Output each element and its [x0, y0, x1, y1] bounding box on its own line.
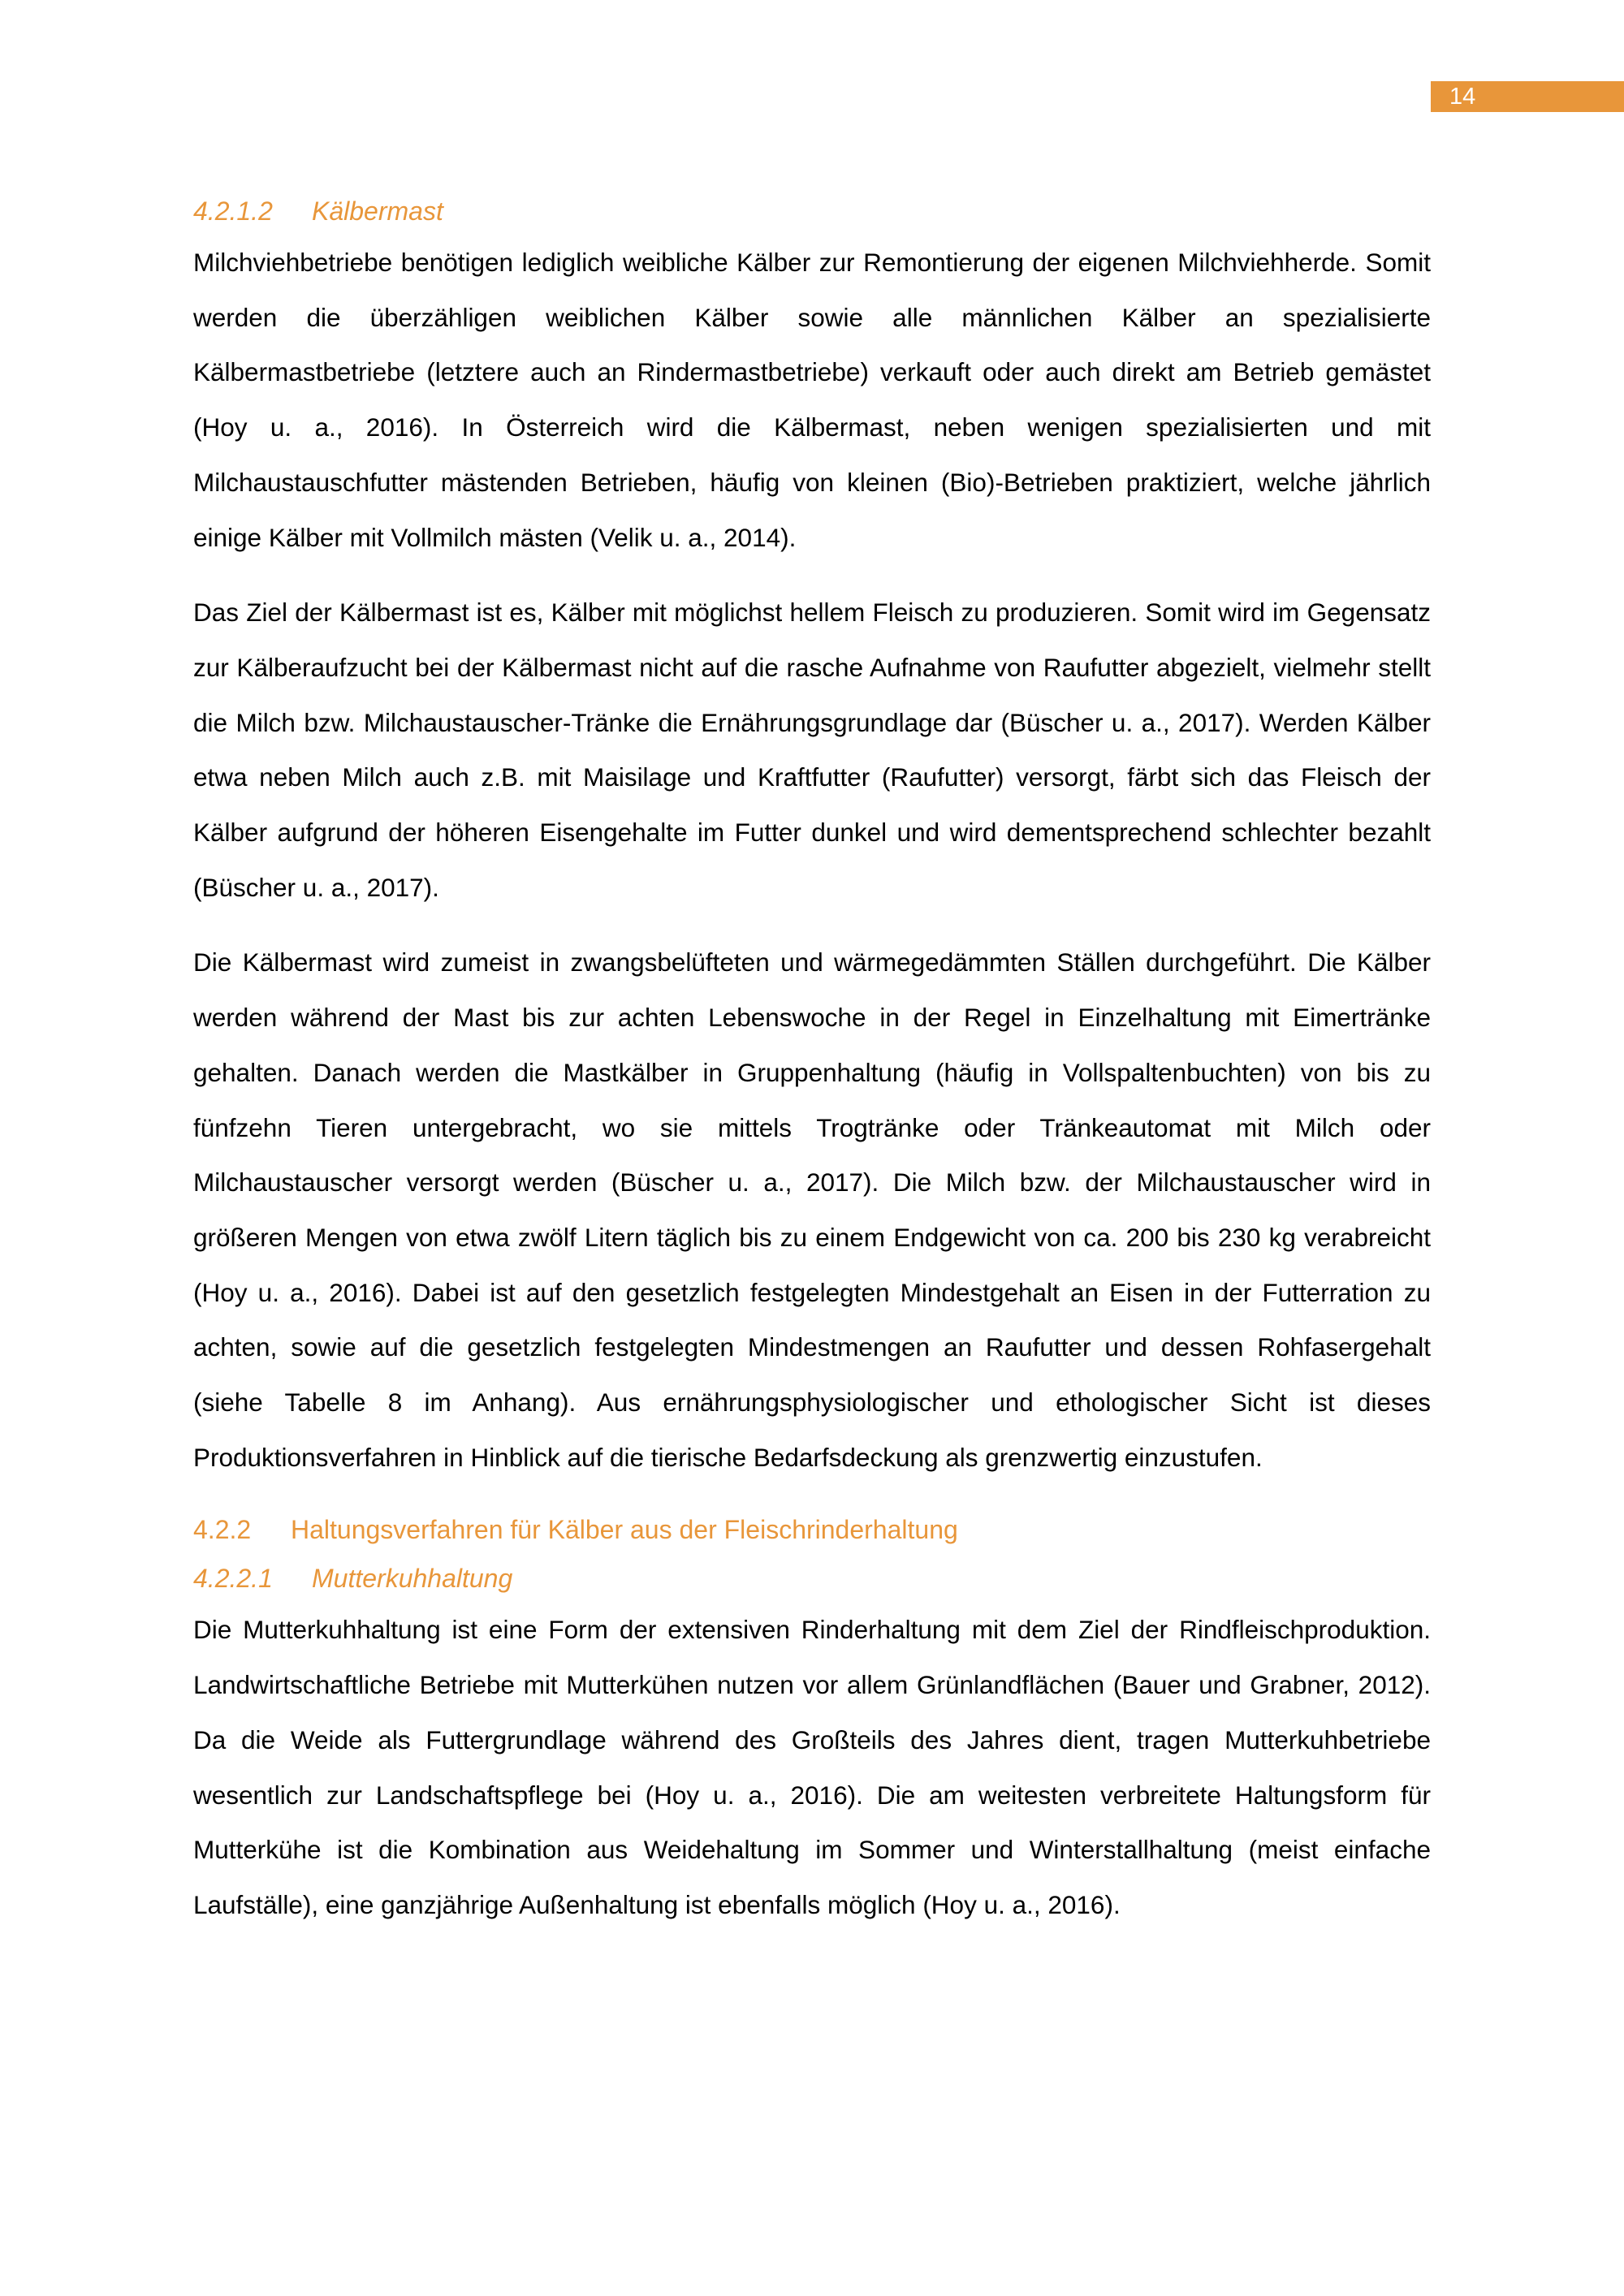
- heading-kaelbermast: [193, 187, 1431, 235]
- document-body: [193, 187, 1431, 1953]
- page-number: 14: [1449, 84, 1476, 110]
- paragraph: Die Kälbermast wird zumeist in zwangsbelüfteten und wärmegedämmten Ställen durchgeführt. Die Kälber werden während der Mast bis zur achten Lebenswoche in der Regel in Einzelhaltung mit Eimertränke gehalten. Danach werden die Mastkälber in Gruppenhaltung (häufig in Vollspaltenbuchten) von bis zu fünfzehn Tieren untergebracht, wo sie mittels Trogtränke oder Tränkeautomat mit Milch oder Milchaustauscher versorgt werden (Büscher u. a., 2017). Die Milch bzw. der Milchaustauscher wird in größeren Mengen von etwa zwölf Litern täglich bis zu einem Endgewicht von ca. 200 bis 230 kg verabreicht (Hoy u. a., 2016). Dabei ist auf den gesetzlich festgelegten Mindestgehalt an Eisen in der Futterration zu achten, sowie auf die gesetzlich festgelegten Mindestmengen an Raufutter und dessen Rohfasergehalt (siehe Tabelle 8 im Anhang). Aus ernährungsphysiologischer und ethologischer Sicht ist dieses Produktionsverfahren in Hinblick auf die tierische Bedarfsdeckung als grenzwertig einzustufen.: [193, 947, 1431, 1472]
- paragraph: Das Ziel der Kälbermast ist es, Kälber mit möglichst hellem Fleisch zu produzieren. Somit wird im Gegensatz zur Kälberaufzucht bei der Kälbermast nicht auf die rasche Aufnahme von Raufutter abgezielt, vielmehr stellt die Milch bzw. Milchaustauscher-Tränke die Ernährungsgrundlage dar (Büscher u. a., 2017). Werden Kälber etwa neben Milch auch z.B. mit Maisilage und Kraftfutter (Raufutter) versorgt, färbt sich das Fleisch der Kälber aufgrund der höheren Eisengehalte im Futter dunkel und wird dementsprechend schlechter bezahlt (Büscher u. a., 2017).: [193, 598, 1431, 902]
- heading-mutterkuhhaltung: [193, 1554, 1431, 1603]
- heading-number: 4.2.1.2: [193, 196, 273, 226]
- heading-number: 4.2.2.1: [193, 1564, 273, 1594]
- heading-title: Kälbermast: [312, 196, 443, 226]
- heading-title: Mutterkuhhaltung: [312, 1564, 513, 1594]
- paragraph: Milchviehbetriebe benötigen lediglich weibliche Kälber zur Remontierung der eigenen Milchviehherde. Somit werden die überzähligen weiblichen Kälber sowie alle männlichen Kälber an spezialisierte Kälbermastbetriebe (letztere auch an Rindermastbetriebe) verkauft oder auch direkt am Betrieb gemästet (Hoy u. a., 2016). In Österreich wird die Kälbermast, neben wenigen spezialisierten und mit Milchaustauschfutter mästenden Betrieben, häufig von kleinen (Bio)-Betrieben praktiziert, welche jährlich einige Kälber mit Vollmilch mästen (Velik u. a., 2014).: [193, 248, 1431, 552]
- heading-number: 4.2.2: [193, 1515, 252, 1545]
- heading-title: Haltungsverfahren für Kälber aus der Fleischrinderhaltung: [291, 1515, 958, 1545]
- heading-haltungsverfahren: [193, 1505, 1431, 1554]
- paragraph: Die Mutterkuhhaltung ist eine Form der extensiven Rinderhaltung mit dem Ziel der Rindfleischproduktion. Landwirtschaftliche Betriebe mit Mutterkühen nutzen vor allem Grünlandflächen (Bauer und Grabner, 2012). Da die Weide als Futtergrundlage während des Großteils des Jahres dient, tragen Mutterkuhbetriebe wesentlich zur Landschaftspflege bei (Hoy u. a., 2016). Die am weitesten verbreitete Haltungsform für Mutterkühe ist die Kombination aus Weidehaltung im Sommer und Winterstallhaltung (meist einfache Laufställe), eine ganzjährige Außenhaltung ist ebenfalls möglich (Hoy u. a., 2016).: [193, 1615, 1431, 1919]
